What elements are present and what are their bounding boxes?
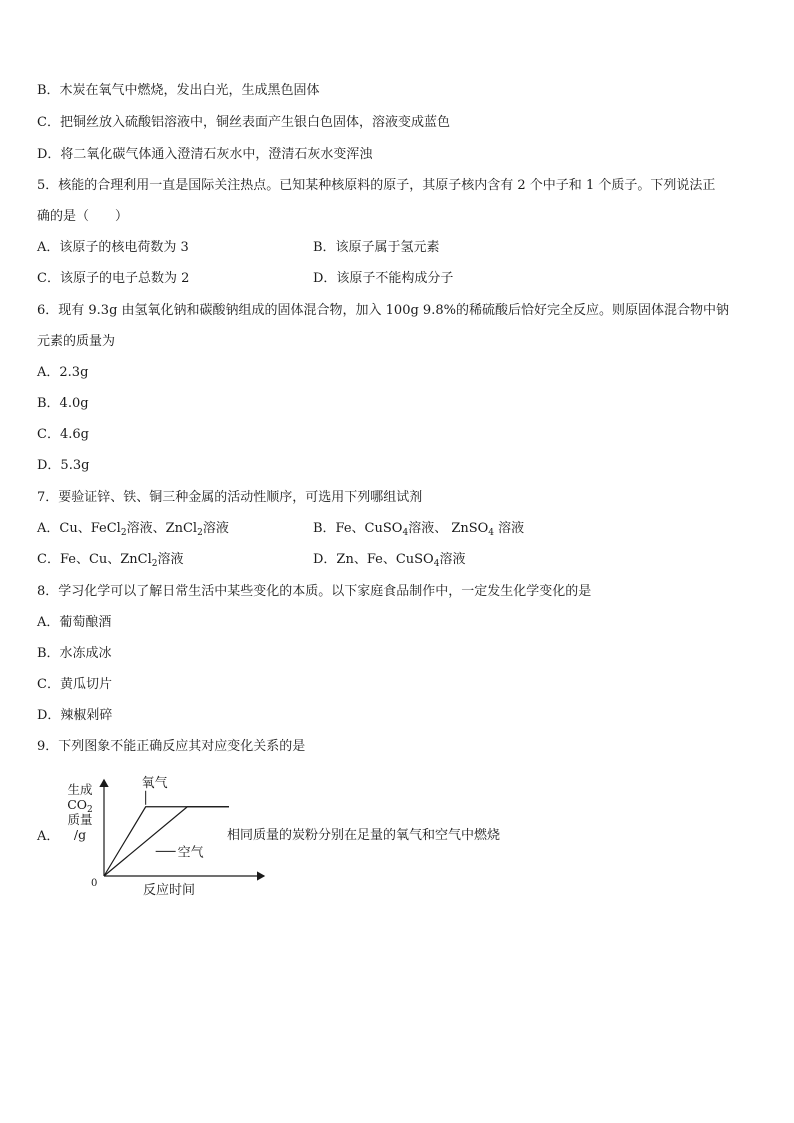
option-d-q8: D．辣椒剁碎	[37, 708, 113, 723]
question-7: 7．要验证锌、铁、铜三种金属的活动性顺序，可选用下列哪组试剂	[37, 490, 423, 505]
series-line-2	[104, 807, 229, 876]
option-a-q7: A．Cu、FeCl$_2$溶液、ZnCl$_2$溶液	[37, 521, 229, 538]
figure-option-label: A．	[37, 829, 60, 844]
question-6-line-2: 元素的质量为	[37, 334, 116, 349]
series-label-2: 空气	[177, 845, 204, 861]
question-5-line-2: 确的是（ ）	[37, 209, 129, 224]
option-b-q5: B．该原子属于氢元素	[313, 240, 440, 255]
x-axis-label: 反应时间	[143, 883, 196, 898]
option-b-q8: B．水冻成冰	[37, 646, 112, 661]
origin-label: 0	[91, 878, 98, 889]
option-d-q6: D．5.3g	[37, 458, 90, 473]
series-label-1: 氧气	[141, 775, 168, 791]
option-b-q7: B．Fe、CuSO$_4$溶液、 ZnSO$_4$ 溶液	[313, 521, 525, 538]
y-axis-label-line-3: 质量	[67, 812, 93, 827]
option-c-q5: C．该原子的电子总数为 2	[37, 271, 190, 286]
option-c-q8: C．黄瓜切片	[37, 677, 112, 692]
figure-option-a-q9	[37, 775, 597, 902]
option-a-q5: A．该原子的核电荷数为 3	[37, 240, 189, 255]
option-a-q6: A．2.3g	[37, 365, 89, 380]
option-c-q4: C．把铜丝放入硫酸铝溶液中，铜丝表面产生银白色固体，溶液变成蓝色	[37, 115, 450, 130]
question-6-line-1: 6．现有 9.3g 由氢氧化钠和碳酸钠组成的固体混合物，加入 100g 9.8%的稀硫酸后恰好完全反应。则原固体混合物中钠	[37, 303, 729, 318]
series-line-1	[104, 807, 229, 876]
option-c-q6: C．4.6g	[37, 427, 89, 442]
option-d-q5: D．该原子不能构成分子	[313, 271, 454, 286]
question-8: 8．学习化学可以了解日常生活中某些变化的本质。以下家庭食品制作中，一定发生化学变化的是	[37, 584, 592, 599]
y-axis-label-line-1: 生成	[67, 782, 93, 797]
option-b-q6: B．4.0g	[37, 396, 89, 411]
option-d-q7: D．Zn、Fe、CuSO$_4$溶液	[313, 552, 466, 569]
question-9: 9．下列图象不能正确反应其对应变化关系的是	[37, 739, 306, 754]
y-axis-label-line-2: $CO_2$	[67, 797, 93, 815]
option-d-q4: D．将二氧化碳气体通入澄清石灰水中，澄清石灰水变浑浊	[37, 147, 373, 162]
y-axis-label-line-4: /g	[73, 827, 87, 842]
option-c-q7: C．Fe、Cu、ZnCl$_2$溶液	[37, 552, 184, 569]
option-b-q4: B．木炭在氧气中燃烧，发出白光，生成黑色固体	[37, 83, 320, 98]
figure-caption: 相同质量的炭粉分别在足量的氧气和空气中燃烧	[227, 828, 501, 843]
option-a-q8: A．葡萄酿酒	[37, 615, 112, 630]
question-5-line-1: 5．核能的合理利用一直是国际关注热点。已知某种核原料的原子，其原子核内含有 2 个中子和 1 个质子。下列说法正	[37, 178, 716, 193]
